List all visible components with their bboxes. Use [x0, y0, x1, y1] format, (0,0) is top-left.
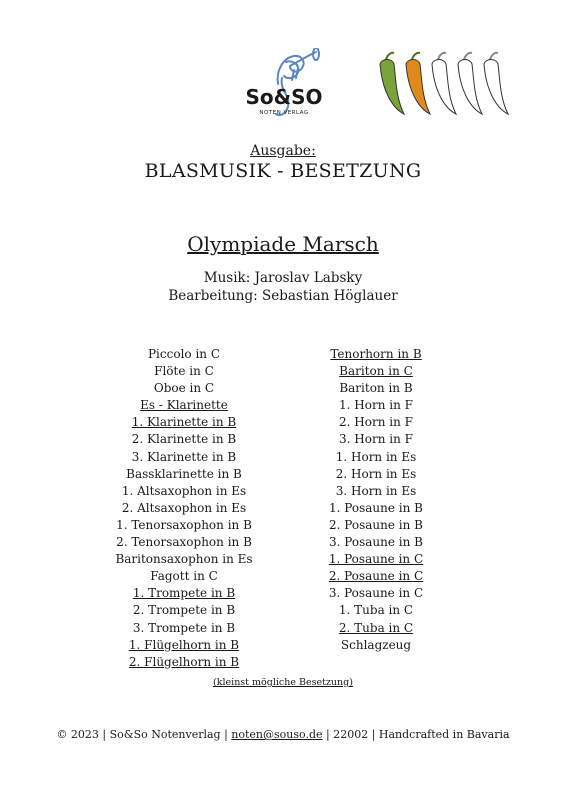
instrument-item: Flöte in C	[154, 364, 214, 379]
edition-title: BLASMUSIK - BESETZUNG	[144, 160, 422, 182]
instrument-item: 1. Tuba in C	[338, 603, 414, 618]
difficulty-rating	[370, 50, 520, 120]
instrument-item: 2. Flügelhorn in B	[128, 654, 240, 669]
pepper-empty-icon	[432, 53, 456, 114]
instrument-item: 1. Horn in F	[339, 398, 413, 413]
instrument-item: Baritonsaxophon in Es	[115, 552, 253, 567]
piece-title: Olympiade Marsch	[187, 232, 379, 256]
publisher-logo	[246, 48, 324, 128]
instrument-item: 3. Horn in Es	[335, 483, 417, 498]
pepper-filled-icon	[406, 53, 430, 114]
instrument-item: Tenorhorn in B	[330, 347, 422, 361]
edition-label: Ausgabe:	[250, 143, 316, 159]
instrument-item: 2. Tenorsaxophon in B	[116, 535, 252, 550]
instrument-list-right	[276, 346, 476, 654]
logo-wordmark: So&SO	[246, 85, 323, 109]
instrument-item: Bariton in C	[339, 364, 413, 379]
instrument-item: 1. Tenorsaxophon in B	[116, 517, 252, 532]
instrument-item: 3. Trompete in B	[132, 620, 236, 635]
instrument-item: 1. Posaune in B	[329, 500, 423, 515]
logo-subline: NOTEN VERLAG	[259, 110, 309, 116]
instrument-item: Es - Klarinette	[140, 398, 228, 413]
instrument-item: 1. Altsaxophon in Es	[121, 483, 247, 498]
footer-email-link[interactable]: noten@souso.de	[231, 728, 323, 741]
instrument-item: 2. Posaune in B	[329, 517, 423, 532]
instrument-item: 3. Klarinette in B	[131, 449, 237, 464]
instrument-item: 2. Klarinette in B	[131, 432, 237, 447]
instrument-item: 2. Altsaxophon in Es	[121, 500, 247, 515]
instrument-item: Oboe in C	[153, 381, 215, 396]
instrument-item: 3. Posaune in C	[328, 586, 424, 601]
instrument-item: 2. Posaune in C	[328, 569, 424, 584]
instrument-item: 1. Trompete in B	[132, 586, 236, 601]
footer-info: | 22002 | Handcrafted in Bavaria	[322, 728, 510, 741]
pepper-filled-icon	[380, 53, 404, 114]
instrument-item: Bassklarinette in B	[126, 466, 242, 481]
instrument-item: 2. Trompete in B	[132, 603, 236, 618]
instrument-item: Piccolo in C	[147, 347, 221, 361]
instrument-item: Schlagzeug	[340, 637, 412, 652]
instrumentation-note: (kleinst mögliche Besetzung)	[213, 677, 353, 688]
instrument-item: 3. Posaune in B	[329, 535, 423, 550]
footer-copyright: © 2023 | So&So Notenverlag |	[56, 728, 232, 741]
arranger-credit: Bearbeitung: Sebastian Höglauer	[168, 288, 398, 304]
pepper-empty-icon	[458, 53, 482, 114]
instrument-list-left	[84, 346, 284, 671]
instrument-item: Bariton in B	[339, 381, 413, 396]
instrument-item: 3. Horn in F	[339, 432, 413, 447]
instrument-item: 1. Posaune in C	[328, 552, 424, 567]
instrument-item: Fagott in C	[150, 569, 218, 584]
instrument-item: 1. Flügelhorn in B	[128, 637, 240, 652]
instrument-item: 2. Tuba in C	[338, 620, 414, 635]
instrument-item: 1. Klarinette in B	[131, 415, 237, 430]
instrument-item: 1. Horn in Es	[335, 449, 417, 464]
composer-credit: Musik: Jaroslav Labsky	[203, 270, 363, 286]
footer	[0, 728, 566, 741]
pepper-empty-icon	[484, 53, 508, 114]
instrument-item: 2. Horn in Es	[335, 466, 417, 481]
instrument-item: 2. Horn in F	[339, 415, 413, 430]
